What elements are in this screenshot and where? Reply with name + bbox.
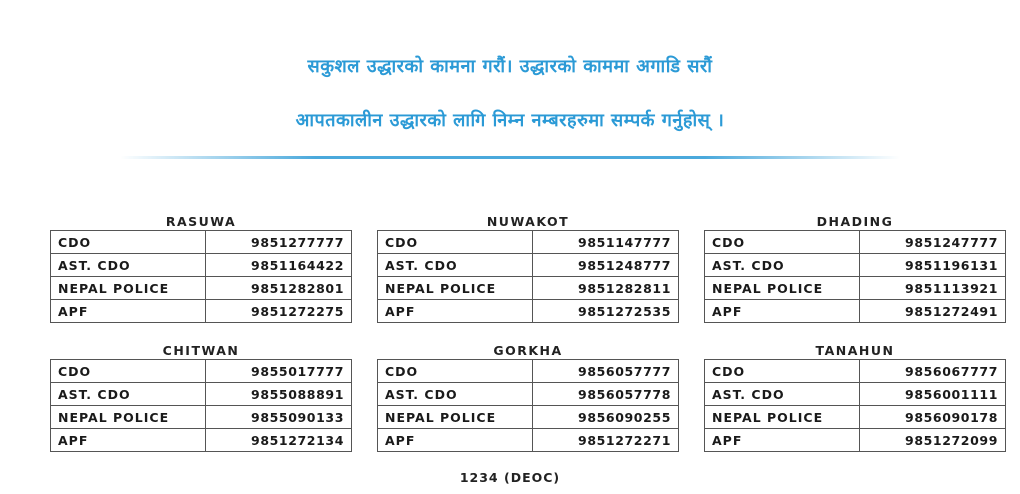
- district-block-gorkha: [377, 343, 679, 452]
- role-label: CDO: [705, 231, 860, 254]
- phone-number: 9855088891: [206, 383, 352, 406]
- phone-number: 9851282811: [533, 277, 679, 300]
- table-row: [51, 406, 352, 429]
- phone-number: 9855090133: [206, 406, 352, 429]
- phone-number: 9856067777: [860, 360, 1006, 383]
- table-row: [51, 231, 352, 254]
- role-label: NEPAL POLICE: [51, 406, 206, 429]
- table-row: [51, 300, 352, 323]
- role-label: NEPAL POLICE: [705, 277, 860, 300]
- role-label: APF: [705, 300, 860, 323]
- table-row: [705, 429, 1006, 452]
- emergency-hotline: 1234 (DEOC): [459, 470, 561, 485]
- phone-number: 9851272491: [860, 300, 1006, 323]
- district-block-rasuwa: [50, 214, 352, 323]
- role-label: APF: [51, 300, 206, 323]
- table-row: [705, 383, 1006, 406]
- phone-number: 9856001111: [860, 383, 1006, 406]
- phone-number: 9851272099: [860, 429, 1006, 452]
- role-label: CDO: [378, 360, 533, 383]
- role-label: AST. CDO: [705, 383, 860, 406]
- role-label: AST. CDO: [378, 383, 533, 406]
- table-row: [378, 383, 679, 406]
- phone-number: 9851272271: [533, 429, 679, 452]
- table-row: [705, 406, 1006, 429]
- contact-table: [50, 230, 352, 323]
- district-title: TANAHUN: [815, 343, 895, 358]
- phone-number: 9851282801: [206, 277, 352, 300]
- table-row: [705, 231, 1006, 254]
- table-row: [705, 254, 1006, 277]
- phone-number: 9851196131: [860, 254, 1006, 277]
- role-label: AST. CDO: [378, 254, 533, 277]
- table-row: [705, 277, 1006, 300]
- table-row: [51, 429, 352, 452]
- contact-table: [377, 359, 679, 452]
- role-label: CDO: [51, 360, 206, 383]
- phone-number: 9851272275: [206, 300, 352, 323]
- phone-number: 9851247777: [860, 231, 1006, 254]
- role-label: AST. CDO: [51, 254, 206, 277]
- district-title: CHITWAN: [162, 343, 240, 358]
- phone-number: 9851277777: [206, 231, 352, 254]
- contact-table: [704, 230, 1006, 323]
- table-row: [378, 406, 679, 429]
- role-label: APF: [705, 429, 860, 452]
- table-row: [51, 254, 352, 277]
- phone-number: 9851272134: [206, 429, 352, 452]
- role-label: APF: [378, 429, 533, 452]
- district-block-chitwan: [50, 343, 352, 452]
- phone-number: 9851113921: [860, 277, 1006, 300]
- phone-number: 9851248777: [533, 254, 679, 277]
- role-label: NEPAL POLICE: [51, 277, 206, 300]
- table-row: [378, 277, 679, 300]
- table-row: [51, 277, 352, 300]
- role-label: NEPAL POLICE: [378, 406, 533, 429]
- district-title: DHADING: [816, 214, 894, 229]
- table-row: [378, 429, 679, 452]
- contact-table: [377, 230, 679, 323]
- role-label: CDO: [378, 231, 533, 254]
- contact-table: [50, 359, 352, 452]
- district-title: NUWAKOT: [486, 214, 570, 229]
- table-row: [378, 254, 679, 277]
- table-row: [705, 300, 1006, 323]
- role-label: NEPAL POLICE: [705, 406, 860, 429]
- table-row: [705, 360, 1006, 383]
- phone-number: 9851272535: [533, 300, 679, 323]
- role-label: AST. CDO: [51, 383, 206, 406]
- table-row: [378, 360, 679, 383]
- district-block-tanahun: [704, 343, 1006, 452]
- district-title: GORKHA: [493, 343, 563, 358]
- phone-number: 9855017777: [206, 360, 352, 383]
- role-label: CDO: [51, 231, 206, 254]
- role-label: APF: [378, 300, 533, 323]
- table-row: [51, 360, 352, 383]
- phone-number: 9851164422: [206, 254, 352, 277]
- phone-number: 9856057777: [533, 360, 679, 383]
- headline-underline: [120, 156, 900, 159]
- table-row: [51, 383, 352, 406]
- phone-number: 9856090255: [533, 406, 679, 429]
- table-row: [378, 231, 679, 254]
- role-label: NEPAL POLICE: [378, 277, 533, 300]
- phone-number: 9856057778: [533, 383, 679, 406]
- headline-line-1: सकुशल उद्धारको कामना गरौं। उद्धारको काममा अगाडि सरौं: [307, 56, 713, 77]
- headline-line-2: आपतकालीन उद्धारको लागि निम्न नम्बरहरुमा सम्पर्क गर्नुहोस् ।: [295, 110, 725, 131]
- contact-table: [704, 359, 1006, 452]
- table-row: [378, 300, 679, 323]
- district-block-dhading: [704, 214, 1006, 323]
- role-label: CDO: [705, 360, 860, 383]
- phone-number: 9851147777: [533, 231, 679, 254]
- phone-number: 9856090178: [860, 406, 1006, 429]
- role-label: AST. CDO: [705, 254, 860, 277]
- role-label: APF: [51, 429, 206, 452]
- district-title: RASUWA: [165, 214, 237, 229]
- district-block-nuwakot: [377, 214, 679, 323]
